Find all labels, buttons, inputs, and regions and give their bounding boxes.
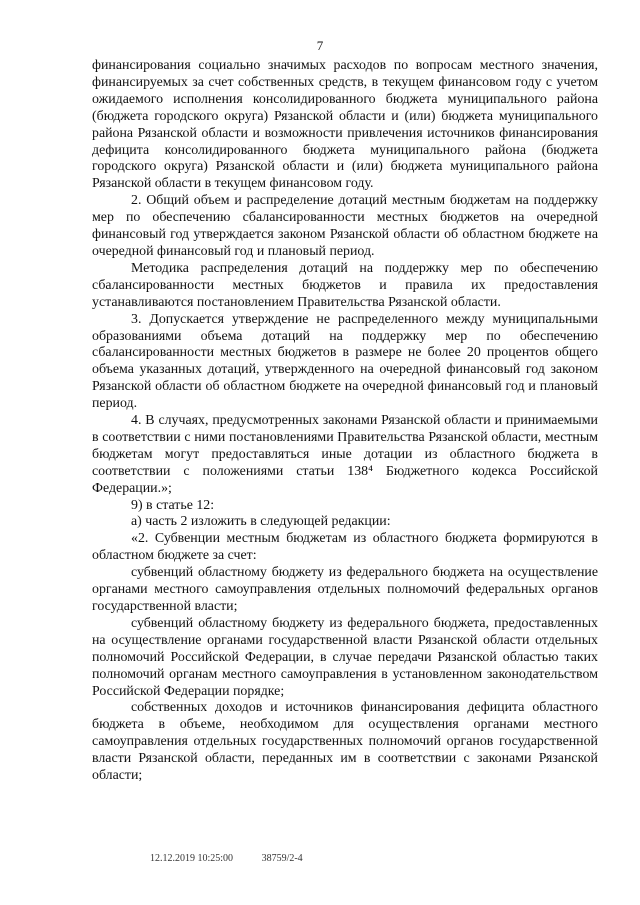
footer xyxy=(150,853,329,864)
body-text xyxy=(92,58,598,785)
paragraph-item-3: 3. Допускается утверждение не распределенного между муниципальными образованиями объема дотаций на поддержку мер по обеспечению сбалансированности местных бюджетов в размере не более 20 процентов общего объема указанных дотаций, утвержденного на очередной финансовый год законом Рязанской области об областном бюджете на очередной финансовый год и плановый период. xyxy=(92,311,598,412)
paragraph-methodology: Методика распределения дотаций на поддержку мер по обеспечению сбалансированности местных бюджетов и правила их предоставления устанавливаются постановлением Правительства Рязанской области. xyxy=(92,260,598,310)
footer-timestamp: 12.12.2019 10:25:00 xyxy=(150,853,234,864)
page-number: 7 xyxy=(316,38,324,53)
paragraph-subventions: «2. Субвенции местным бюджетам из областного бюджета формируются в областном бюджете за счет: xyxy=(92,531,598,564)
paragraph-continuation: финансирования социально значимых расходов по вопросам местного значения, финансируемых за счет собственных средств, в текущем финансовом году с учетом ожидаемого исполнения консолидированного бюджета муниципального района (бюджета городского округа) Рязанской области и (или) бюджета муниципального района Рязанской области и возможности привлечения источников финансирования дефицита консолидированного бюджета муниципального района (бюджета городского округа) Рязанской области и (или) бюджета муниципального района Рязанской области в текущем финансовом году. xyxy=(92,58,598,192)
paragraph-own-revenues: собственных доходов и источников финансирования дефицита областного бюджета в объеме, необходимом для осуществления органами местного самоуправления отдельных государственных полномочий органов государственной власти Рязанской области, переданных им в соответствии с законами Рязанской области; xyxy=(92,700,598,784)
paragraph-federal-subventions: субвенций областному бюджету из федерального бюджета на осуществление органами местного самоуправления отдельных полномочий федеральных органов государственной власти; xyxy=(92,565,598,614)
paragraph-item-4: 4. В случаях, предусмотренных законами Рязанской области и принимаемыми в соответствии с ними постановлениями Правительства Рязанской области, местным бюджетам могут предоставляться иные дотации из областного бюджета в соответствии с положениями статьи 138⁴ Бюджетного кодекса Российской Федерации.»; xyxy=(92,413,598,496)
paragraph-item-2: 2. Общий объем и распределение дотаций местным бюджетам на поддержку мер по обеспечению сбалансированности местных бюджетов на очередной финансовый год утверждается законом Рязанской области об областном бюджете на очередной финансовый год и плановый период. xyxy=(92,193,598,259)
footer-doc-code: 38759/2-4 xyxy=(261,853,303,864)
paragraph-federal-subventions-rf: субвенций областному бюджету из федерального бюджета, предоставленных на осуществление органами государственной власти Рязанской области отдельных полномочий Российской Федерации, в случае передачи Рязанской областью таких полномочий органам местного самоуправления в установленном законодательством Российской Федерации порядке; xyxy=(92,615,598,699)
paragraph-part-2-edit: а) часть 2 изложить в следующей редакции: xyxy=(131,514,391,530)
paragraph-article-12: 9) в статье 12: xyxy=(131,497,215,513)
